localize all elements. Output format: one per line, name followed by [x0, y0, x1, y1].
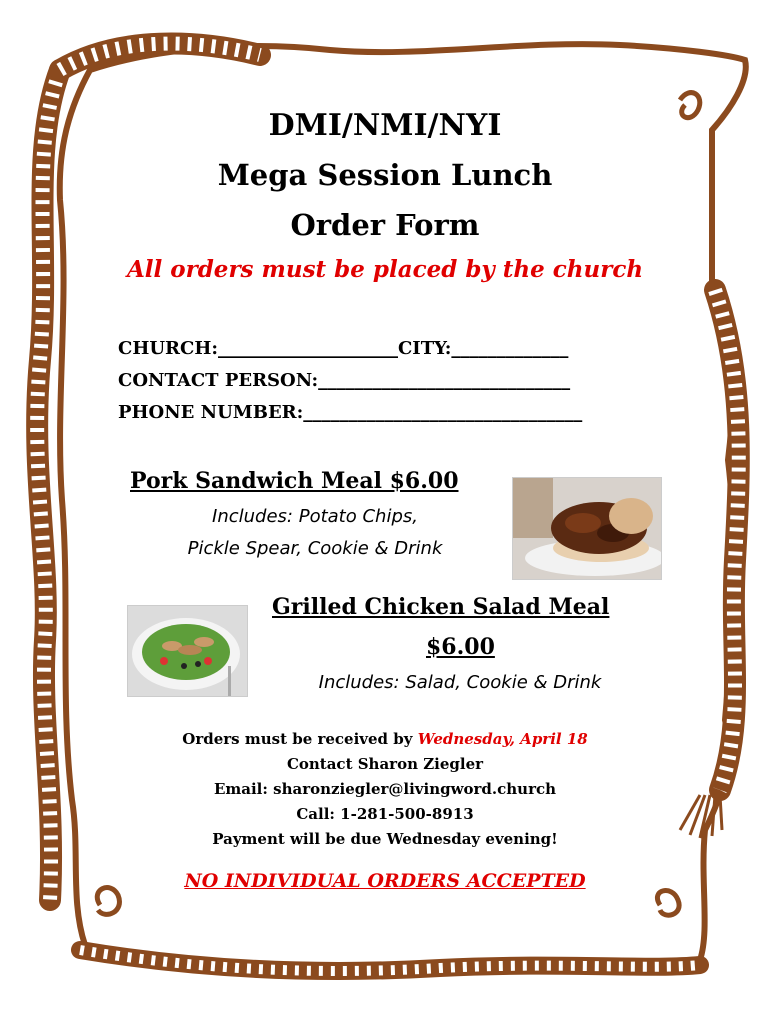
order-deadline-date: Wednesday, April 18 [417, 730, 588, 748]
pork-meal-title: Pork Sandwich Meal $6.00 [130, 468, 459, 494]
pork-includes-line-2: Pickle Spear, Cookie & Drink [187, 538, 443, 559]
chicken-meal-title: Grilled Chicken Salad Meal [272, 594, 610, 620]
contact-phone: Call: 1-281-500-8913 [296, 805, 474, 823]
chicken-salad-photo [127, 605, 248, 697]
chicken-meal-price: $6.00 [426, 634, 495, 660]
order-deadline [0, 730, 770, 748]
title-line-2: Mega Session Lunch [217, 158, 553, 192]
phone-number-field[interactable]: PHONE NUMBER:_______________________________ [118, 402, 583, 423]
payment-note: Payment will be due Wednesday evening! [212, 830, 558, 848]
contact-email[interactable]: Email: sharonziegler@livingword.church [213, 780, 557, 798]
no-individual-orders-notice: NO INDIVIDUAL ORDERS ACCEPTED [184, 870, 586, 892]
order-deadline-prefix: Orders must be received by [182, 730, 418, 748]
pork-includes-line-1: Includes: Potato Chips, [212, 506, 418, 527]
title-line-1: DMI/NMI/NYI [268, 108, 502, 143]
title-line-3: Order Form [290, 208, 480, 242]
contact-person-field[interactable]: CONTACT PERSON:____________________________ [118, 370, 571, 391]
chicken-includes: Includes: Salad, Cookie & Drink [318, 672, 602, 693]
church-city-field[interactable]: CHURCH:____________________CITY:_____________ [118, 338, 569, 359]
pork-sandwich-photo [512, 477, 662, 580]
contact-name: Contact Sharon Ziegler [286, 755, 484, 773]
order-notice: All orders must be placed by the church [126, 256, 644, 283]
